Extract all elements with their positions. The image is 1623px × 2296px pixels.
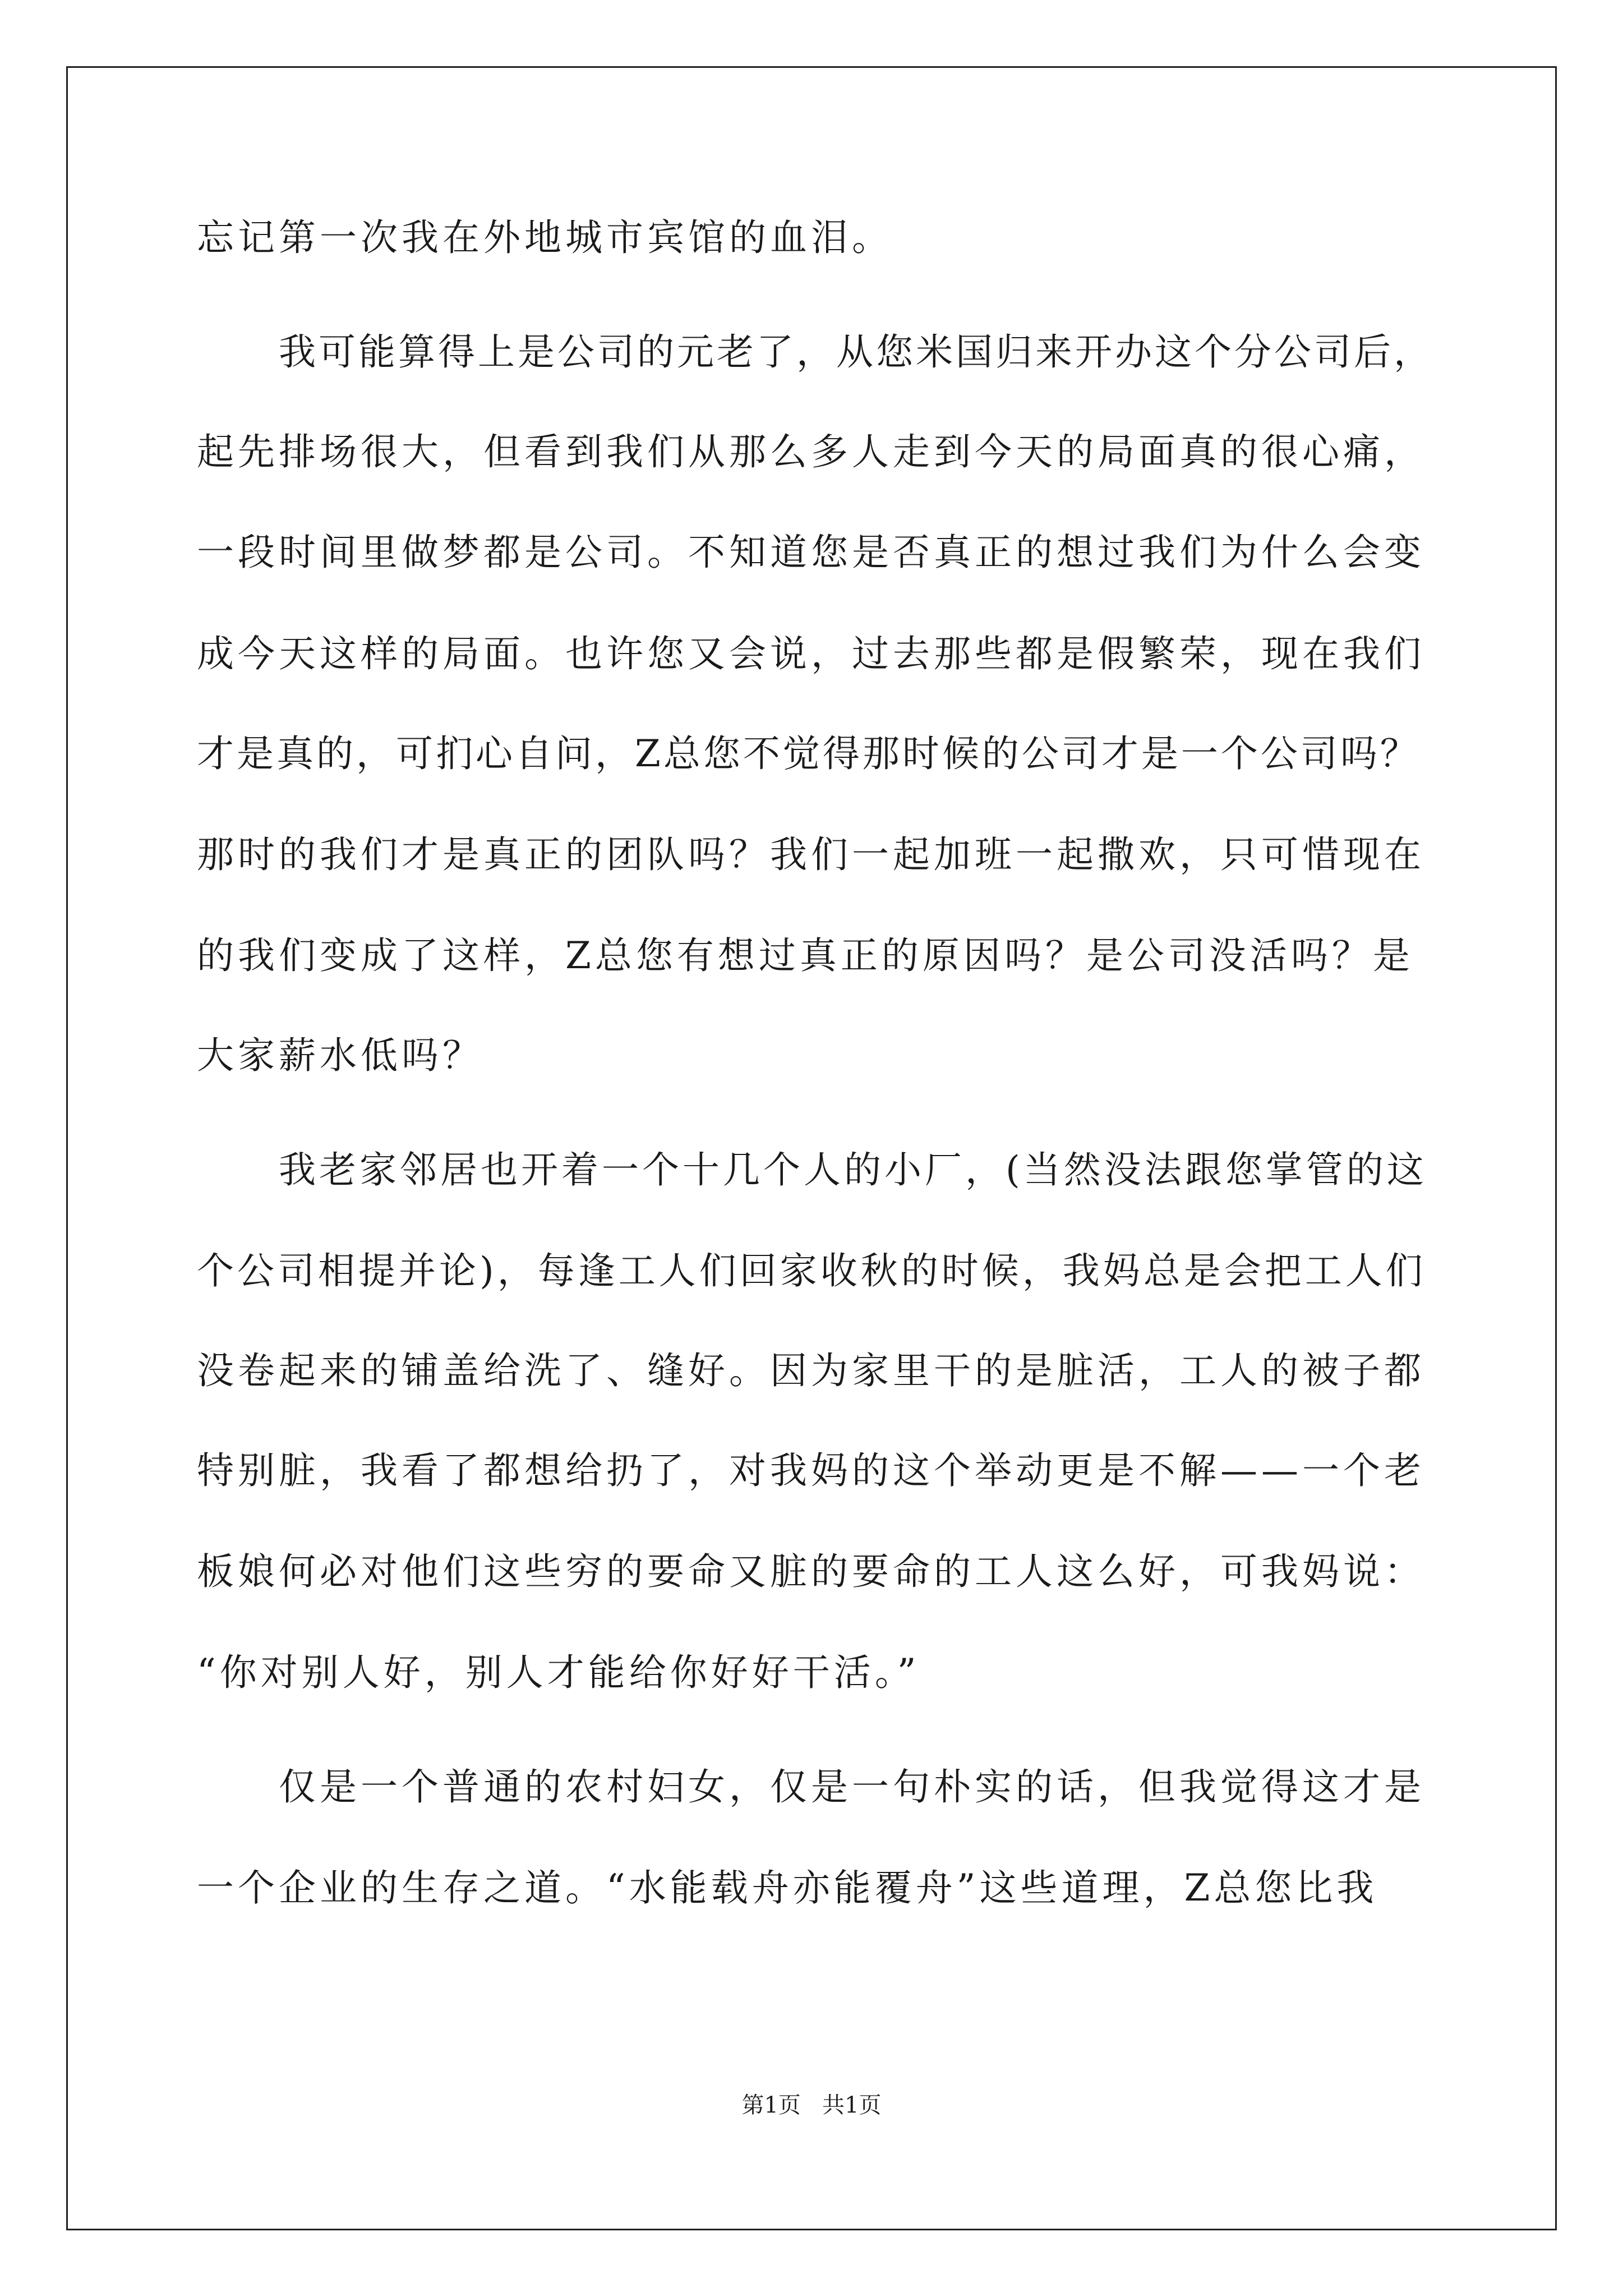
body-line: 板娘何必对他们这些穷的要命又脏的要命的工人这么好，可我妈说：: [197, 1550, 1425, 1593]
body-line: 的我们变成了这样，Z总您有想过真正的原因吗？是公司没活吗？是: [197, 934, 1414, 977]
body-line: 一段时间里做梦都是公司。不知道您是否真正的想过我们为什么会变: [197, 531, 1425, 574]
page-number: 第1页 共1页: [741, 2092, 882, 2118]
body-line: 个公司相提并论)，每逢工人们回家收秋的时候，我妈总是会把工人们: [197, 1249, 1426, 1292]
body-line: 才是真的，可扪心自问，Z总您不觉得那时候的公司才是一个公司吗？: [197, 732, 1420, 775]
body-line: 成今天这样的局面。也许您又会说，过去那些都是假繁荣，现在我们: [197, 632, 1425, 675]
body-line: 特别脏，我看了都想给扔了，对我妈的这个举动更是不解——一个老: [197, 1449, 1425, 1492]
paragraph-line: 仅是一个普通的农村妇女，仅是一句朴实的话，但我觉得这才是: [279, 1765, 1425, 1809]
body-line: 起先排场很大，但看到我们从那么多人走到今天的局面真的很心痛，: [197, 430, 1425, 473]
paragraph-line: 我可能算得上是公司的元老了，从您米国归来开办这个分公司后，: [279, 330, 1433, 374]
body-line: 没卷起来的铺盖给洗了、缝好。因为家里干的是脏活，工人的被子都: [197, 1349, 1425, 1392]
body-line: 一个企业的生存之道。“水能载舟亦能覆舟”这些道理，Z总您比我: [197, 1866, 1378, 1910]
body-line: 大家薪水低吗？: [197, 1034, 483, 1077]
body-line: 忘记第一次我在外地城市宾馆的血泪。: [197, 216, 893, 259]
body-line: “你对别人好，别人才能给你好好干活。”: [197, 1651, 920, 1694]
paragraph-line: 我老家邻居也开着一个十几个人的小厂，(当然没法跟您掌管的这: [279, 1148, 1427, 1191]
body-line: 那时的我们才是真正的团队吗？我们一起加班一起撒欢，只可惜现在: [197, 833, 1425, 876]
